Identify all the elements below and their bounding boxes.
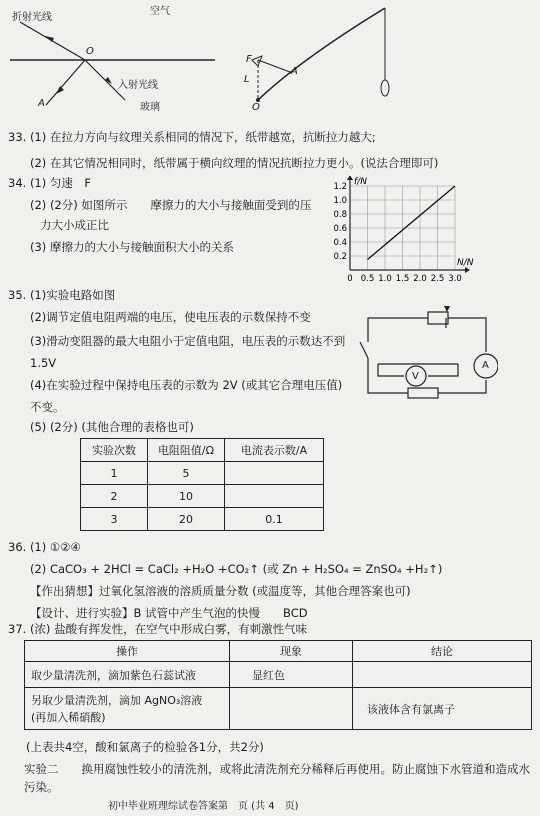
x-tick-label: 1.5 — [395, 274, 410, 284]
q33-line2: (2) 在其它情况相同时，纸带属于横向纹理的情况抗断拉力更小。(说法合理即可) — [30, 156, 439, 170]
switch — [360, 342, 368, 358]
q37-exp2-line1: 实验二 换用腐蚀性较小的清洗剂，或将此清洗剂充分稀释后再使用。防止腐蚀下水管道和造成水 — [24, 762, 530, 776]
table-cell: 2 — [81, 485, 148, 508]
y-axis-arrow — [347, 176, 353, 180]
table-cell — [25, 688, 230, 730]
table-cell: 0.1 — [225, 508, 324, 531]
x-tick-label: 3.0 — [448, 274, 462, 284]
q35-table — [80, 438, 324, 531]
refracted-ray-label: 折射光线 — [12, 12, 52, 23]
x-axis-label: N/N — [457, 258, 474, 268]
q36-line1: 36. (1) ①②④ — [8, 540, 81, 554]
x-tick-label: 2.0 — [413, 274, 427, 284]
q37-row2-op2: (再加入稀硝酸) — [31, 710, 106, 724]
q36-line4: 【设计、进行实验】B 试管中产生气泡的快慢 BCD — [30, 606, 308, 620]
voltmeter-symbol: V — [412, 371, 419, 382]
table-cell: 取少量清洗剂，滴加紫色石蕊试液 — [25, 662, 230, 688]
rheostat — [428, 312, 448, 324]
q35-header-trial: 实验次数 — [81, 439, 148, 462]
circuit-diagram — [358, 298, 498, 408]
q35-line5: (4)在实验过程中保持电压表的示数为 2V (或其它合理电压值) — [30, 378, 343, 392]
q36-line3: 【作出猜想】过氧化氢溶液的溶质质量分数 (或温度等，其他合理答案也可) — [30, 584, 411, 598]
y-tick-label: 0.8 — [333, 210, 347, 220]
circuit-wires — [368, 318, 486, 393]
table-cell — [225, 462, 324, 485]
q36-line2: (2) CaCO₃ + 2HCl = CaCl₂ +H₂O +CO₂↑ (或 Zn + H₂SO₄ = ZnSO₄ +H₂↑) — [30, 562, 443, 576]
q35-line1: 35. (1)实验电路如图 — [8, 288, 116, 302]
table-cell: 10 — [148, 485, 225, 508]
x-tick-label: 1.0 — [378, 274, 392, 284]
y-tick-label: 0.6 — [333, 224, 347, 234]
y-tick-label: 1.2 — [333, 182, 347, 192]
table-cell — [230, 688, 353, 730]
q35-header-current: 电流表示数/A — [225, 439, 324, 462]
y-tick-label: 0.2 — [333, 252, 347, 262]
table-cell — [225, 485, 324, 508]
q37-row2-op1: 另取少量清洗剂，滴加 AgNO₃溶液 — [31, 693, 203, 707]
table-cell: 3 — [81, 508, 148, 531]
y-tick-label: 0.4 — [333, 238, 347, 248]
arm-l-label: L — [244, 74, 250, 85]
table-cell: 20 — [148, 508, 225, 531]
q37-table — [24, 640, 532, 730]
y-tick-label: 1.0 — [333, 196, 347, 206]
rod-o-label: O — [252, 102, 260, 113]
series-line — [368, 186, 456, 260]
refraction-diagram — [0, 0, 540, 125]
q34-line1: 34. (1) 匀速 F — [8, 176, 92, 190]
fixed-resistor — [408, 388, 438, 398]
q37-header-conclusion: 结论 — [353, 641, 532, 662]
q37-note: (上表共4空，酸和氯离子的检验各1分，共2分) — [26, 740, 264, 754]
q33-line1: 33. (1) 在拉力方向与纹理关系相同的情况下，纸带越宽，抗断拉力越大; — [8, 130, 376, 144]
q37-exp2-line2: 污染。 — [24, 780, 59, 794]
q35-line7: (5) (2分) (其他合理的表格也可) — [30, 420, 194, 434]
x-tick-label: 0 — [347, 274, 353, 284]
q34-line3: 力大小成正比 — [40, 218, 109, 232]
table-cell: 该液体含有氯离子 — [353, 688, 532, 730]
page-footer: 初中毕业班理综试卷答案第 页 (共 4 页) — [108, 801, 299, 812]
x-tick-label: 0.5 — [360, 274, 375, 284]
force-f-label: F — [246, 54, 252, 65]
q35-header-resistance: 电阻阻值/Ω — [148, 439, 225, 462]
q35-line2: (2)调节定值电阻两端的电压，使电压表的示数保持不变 — [30, 310, 311, 324]
incident-ray-label: 入射光线 — [118, 80, 158, 91]
table-cell — [353, 662, 532, 688]
ammeter-symbol: A — [482, 360, 489, 371]
y-axis-label: f/N — [354, 177, 367, 187]
q34-line4: (3) 摩擦力的大小与接触面积大小的关系 — [30, 240, 234, 254]
q35-line6: 不变。 — [30, 400, 65, 414]
q37-header-operation: 操作 — [25, 641, 230, 662]
friction-chart — [320, 176, 490, 291]
point-a-label: A — [38, 98, 45, 109]
air-label: 空气 — [150, 6, 170, 17]
q35-line3: (3)滑动变阻器的最大电阻小于定值电阻，电压表的示数达不到 — [30, 334, 346, 348]
table-cell: 显红色 — [230, 662, 353, 688]
rod-a-label: A — [291, 66, 298, 77]
glass-label: 玻璃 — [140, 102, 160, 113]
table-cell: 5 — [148, 462, 225, 485]
point-o-label: O — [86, 46, 94, 57]
q37-line1: 37. (浓) 盐酸有挥发性，在空气中形成白雾，有刺激性气味 — [8, 622, 308, 636]
x-tick-label: 2.5 — [430, 274, 445, 284]
q35-line4: 1.5V — [30, 356, 57, 370]
table-cell: 1 — [81, 462, 148, 485]
q34-line2: (2) (2分) 如图所示 摩擦力的大小与接触面受到的压 — [30, 198, 312, 212]
q37-header-phenomenon: 现象 — [230, 641, 353, 662]
